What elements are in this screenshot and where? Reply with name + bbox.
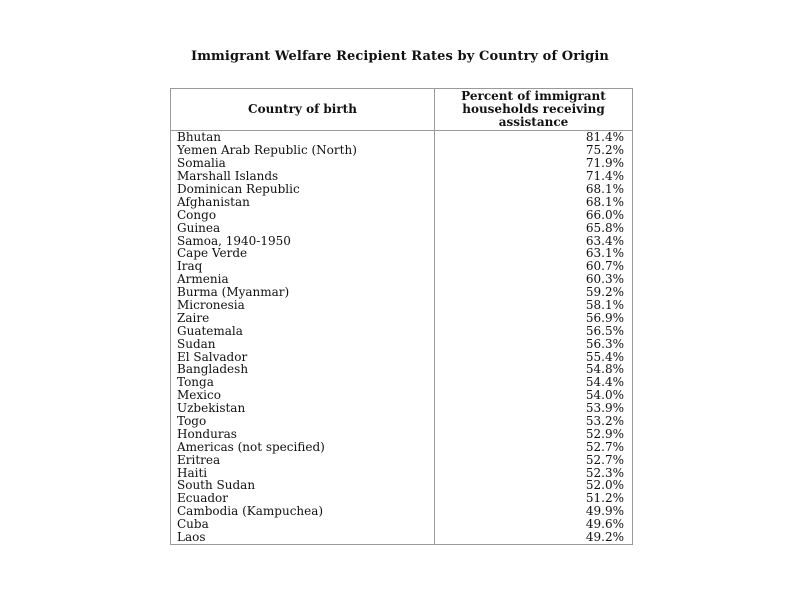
table-row — [171, 208, 633, 221]
percent-cell: 54.4% — [435, 376, 633, 389]
table-row — [171, 453, 633, 466]
percent-cell: 63.4% — [435, 234, 633, 247]
percent-cell: 52.7% — [435, 453, 633, 466]
country-cell: Bhutan — [171, 131, 435, 144]
table-row — [171, 286, 633, 299]
welfare-rates-table — [170, 88, 633, 545]
percent-cell: 52.9% — [435, 427, 633, 440]
table-row — [171, 157, 633, 170]
country-cell: Armenia — [171, 273, 435, 286]
table-row — [171, 170, 633, 183]
table-row — [171, 427, 633, 440]
country-cell: Cape Verde — [171, 247, 435, 260]
percent-cell: 55.4% — [435, 350, 633, 363]
table-row — [171, 479, 633, 492]
percent-cell: 52.0% — [435, 479, 633, 492]
table-row — [171, 299, 633, 312]
table-row — [171, 440, 633, 453]
country-cell: El Salvador — [171, 350, 435, 363]
country-cell: Honduras — [171, 427, 435, 440]
table-row — [171, 505, 633, 518]
percent-cell: 49.6% — [435, 518, 633, 531]
table-row — [171, 376, 633, 389]
percent-cell: 58.1% — [435, 299, 633, 312]
country-cell: Haiti — [171, 466, 435, 479]
table-row — [171, 389, 633, 402]
table-row — [171, 363, 633, 376]
percent-cell: 53.2% — [435, 415, 633, 428]
percent-cell: 60.3% — [435, 273, 633, 286]
table-row — [171, 337, 633, 350]
country-cell: Somalia — [171, 157, 435, 170]
table-row — [171, 350, 633, 363]
percent-cell: 81.4% — [435, 131, 633, 144]
table-row — [171, 311, 633, 324]
country-cell: Cambodia (Kampuchea) — [171, 505, 435, 518]
percent-cell: 54.8% — [435, 363, 633, 376]
percent-cell: 63.1% — [435, 247, 633, 260]
country-cell: South Sudan — [171, 479, 435, 492]
table-row — [171, 260, 633, 273]
country-cell: Bangladesh — [171, 363, 435, 376]
table-row — [171, 221, 633, 234]
country-cell: Guatemala — [171, 324, 435, 337]
table-row — [171, 131, 633, 144]
country-cell: Eritrea — [171, 453, 435, 466]
table-row — [171, 247, 633, 260]
percent-cell: 60.7% — [435, 260, 633, 273]
country-cell: Zaire — [171, 311, 435, 324]
country-cell: Dominican Republic — [171, 183, 435, 196]
country-cell: Tonga — [171, 376, 435, 389]
table-row — [171, 518, 633, 531]
country-cell: Iraq — [171, 260, 435, 273]
table-row — [171, 466, 633, 479]
percent-cell: 52.3% — [435, 466, 633, 479]
country-column-header: Country of birth — [171, 89, 435, 131]
country-cell: Burma (Myanmar) — [171, 286, 435, 299]
percent-column-header: Percent of immigrant households receiving assistance — [435, 89, 633, 131]
percent-cell: 49.9% — [435, 505, 633, 518]
percent-cell: 75.2% — [435, 144, 633, 157]
country-cell: Guinea — [171, 221, 435, 234]
welfare-rates-table-container — [170, 88, 632, 545]
percent-cell: 56.5% — [435, 324, 633, 337]
percent-cell: 65.8% — [435, 221, 633, 234]
country-cell: Americas (not specified) — [171, 440, 435, 453]
percent-cell: 49.2% — [435, 531, 633, 544]
percent-cell: 59.2% — [435, 286, 633, 299]
percent-cell: 71.9% — [435, 157, 633, 170]
table-row — [171, 415, 633, 428]
percent-cell: 68.1% — [435, 183, 633, 196]
country-cell: Micronesia — [171, 299, 435, 312]
percent-cell: 53.9% — [435, 402, 633, 415]
percent-cell: 68.1% — [435, 195, 633, 208]
percent-cell: 71.4% — [435, 170, 633, 183]
percent-cell: 56.3% — [435, 337, 633, 350]
table-body — [171, 131, 633, 545]
table-header-row — [171, 89, 633, 131]
document-title: Immigrant Welfare Recipient Rates by Country of Origin — [191, 49, 609, 64]
country-cell: Congo — [171, 208, 435, 221]
table-row — [171, 273, 633, 286]
percent-cell: 51.2% — [435, 492, 633, 505]
table-row — [171, 324, 633, 337]
percent-cell: 52.7% — [435, 440, 633, 453]
country-cell: Cuba — [171, 518, 435, 531]
country-cell: Togo — [171, 415, 435, 428]
country-cell: Marshall Islands — [171, 170, 435, 183]
table-row — [171, 402, 633, 415]
percent-cell: 56.9% — [435, 311, 633, 324]
country-cell: Afghanistan — [171, 195, 435, 208]
country-cell: Mexico — [171, 389, 435, 402]
country-cell: Laos — [171, 531, 435, 544]
table-row — [171, 183, 633, 196]
table-row — [171, 144, 633, 157]
table-row — [171, 195, 633, 208]
percent-cell: 54.0% — [435, 389, 633, 402]
table-row — [171, 531, 633, 544]
country-cell: Yemen Arab Republic (North) — [171, 144, 435, 157]
country-cell: Sudan — [171, 337, 435, 350]
table-row — [171, 492, 633, 505]
country-cell: Ecuador — [171, 492, 435, 505]
percent-cell: 66.0% — [435, 208, 633, 221]
country-cell: Samoa, 1940-1950 — [171, 234, 435, 247]
table-row — [171, 234, 633, 247]
country-cell: Uzbekistan — [171, 402, 435, 415]
